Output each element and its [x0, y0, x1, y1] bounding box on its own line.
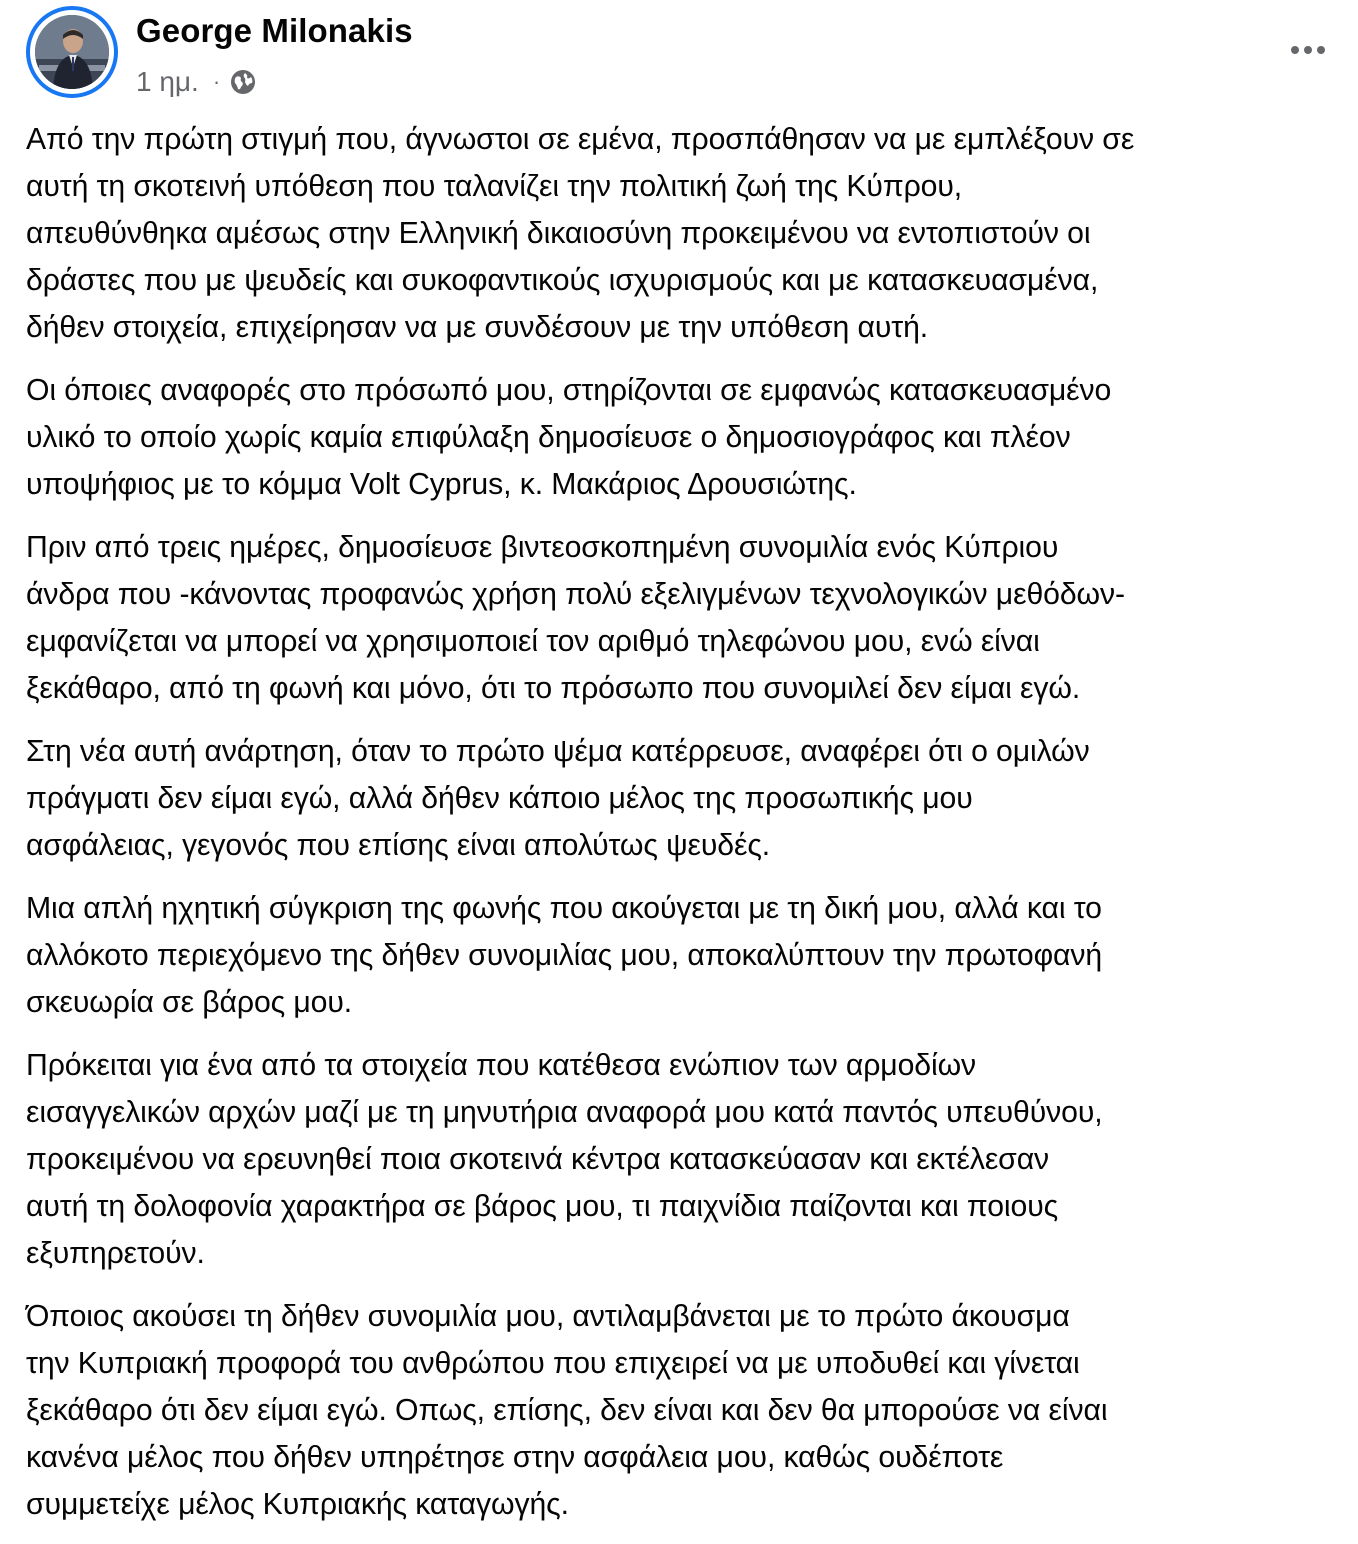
- avatar[interactable]: [26, 6, 118, 98]
- globe-icon[interactable]: [230, 69, 256, 95]
- post-paragraph: Στη νέα αυτή ανάρτηση, όταν το πρώτο ψέμα κατέρρευσε, αναφέρει ότι ο ομιλών πράγματι δεν είμαι εγώ, αλλά δήθεν κάποιο μέλος της προσωπικής μου ασφάλειας, γεγονός που επίσης είναι απολύτως ψευδές.: [26, 735, 1090, 862]
- post-paragraph: Μια απλή ηχητική σύγκριση της φωνής που ακούγεται με τη δική μου, αλλά και το αλλόκοτο περιεχόμενο της δήθεν συνομιλίας μου, αποκαλύπτουν την πρωτοφανή σκευωρία σε βάρος μου.: [26, 892, 1103, 1019]
- post-paragraph: Όποιος ακούσει τη δήθεν συνομιλία μου, αντιλαμβάνεται με το πρώτο άκουσμα την Κυπριακή προφορά του ανθρώπου που επιχειρεί να με υποδυθεί και γίνεται ξεκάθαρο ότι δεν είμαι εγώ. Οπως, επίσης, δεν είναι και δεν θα μπορούσε να είναι κανένα μέλος που δήθεν υπηρέτησε στην ασφάλεια μου, καθώς ουδέποτε συμμετείχε μέλος Κυπριακής καταγωγής.: [26, 1300, 1108, 1521]
- post-paragraph: Από την πρώτη στιγμή που, άγνωστοι σε εμένα, προσπάθησαν να με εμπλέξουν σε αυτή τη σκοτεινή υπόθεση που ταλανίζει την πολιτική ζωή της Κύπρου, απευθύνθηκα αμέσως στην Ελληνική δικαιοσύνη προκειμένου να εντοπιστούν οι δράστες που με ψευδείς και συκοφαντικούς ισχυρισμούς και με κατασκευασμένα, δήθεν στοιχεία, επιχείρησαν να με συνδέσουν με την υπόθεση αυτή.: [26, 123, 1135, 344]
- post-header: [26, 6, 1332, 102]
- post-body: [26, 116, 1336, 1544]
- post-timestamp[interactable]: 1 ημ.: [136, 66, 199, 97]
- post-meta: [136, 62, 256, 102]
- more-horizontal-icon: [1291, 46, 1299, 54]
- more-options-button[interactable]: [1284, 30, 1332, 70]
- post-paragraph: Οι όποιες αναφορές στο πρόσωπό μου, στηρίζονται σε εμφανώς κατασκευασμένο υλικό το οποίο χωρίς καμία επιφύλαξη δημοσίευσε ο δημοσιογράφος και πλέον υποψήφιος με το κόμμα Volt Cyprus, κ. Μακάριος Δρουσιώτης.: [26, 374, 1112, 501]
- meta-separator: ·: [212, 69, 221, 94]
- author-name[interactable]: George Milonakis: [136, 12, 413, 49]
- post-paragraph: Πριν από τρεις ημέρες, δημοσίευσε βιντεοσκοπημένη συνομιλία ενός Κύπριου άνδρα που -κάνοντας προφανώς χρήση πολύ εξελιγμένων τεχνολογικών μεθόδων- εμφανίζεται να μπορεί να χρησιμοποιεί τον αριθμό τηλεφώνου μου, ενώ είναι ξεκάθαρο, από τη φωνή και μόνο, ότι το πρόσωπο που συνομιλεί δεν είμαι εγώ.: [26, 531, 1125, 705]
- profile-photo: [35, 15, 109, 89]
- post-paragraph: Πρόκειται για ένα από τα στοιχεία που κατέθεσα ενώπιον των αρμοδίων εισαγγελικών αρχών μαζί με τη μηνυτήρια αναφορά μου κατά παντός υπευθύνου, προκειμένου να ερευνηθεί ποια σκοτεινά κέντρα κατασκεύασαν και εκτέλεσαν αυτή τη δολοφονία χαρακτήρα σε βάρος μου, τι παιχνίδια παίζονται και ποιους εξυπηρετούν.: [26, 1049, 1103, 1270]
